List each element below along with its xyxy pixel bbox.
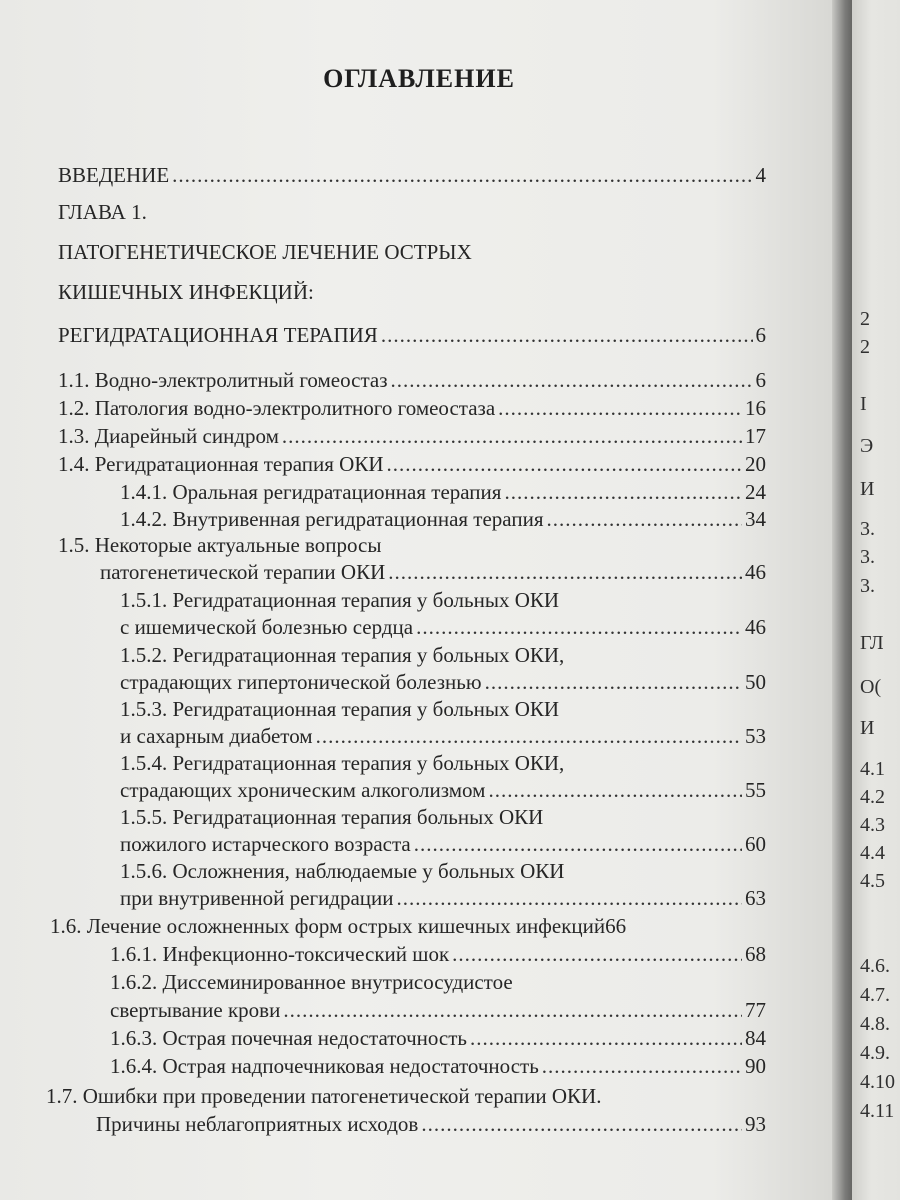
toc-entry-1-5-4-line-1: 1.5.4. Регидратационная терапия у больных ОКИ,: [120, 751, 565, 775]
toc-entry-1-6-2: [110, 998, 766, 1023]
toc-page-number: 77: [745, 998, 766, 1022]
dot-leader: [397, 886, 742, 911]
next-page-fragment: 4.11: [860, 1100, 895, 1122]
page-title: ОГЛАВЛЕНИЕ: [323, 64, 515, 93]
toc-entry-1-5-5-line-1: 1.5.5. Регидратационная терапия больных ОКИ: [120, 805, 544, 829]
toc-entry-1-5-4: [120, 778, 766, 803]
dot-leader: [416, 615, 742, 640]
next-page-fragment: 4.8.: [860, 1013, 890, 1035]
toc-entry-text: страдающих хроническим алкоголизмом: [120, 778, 486, 802]
toc-page-number: 63: [745, 886, 766, 910]
next-page-fragment: 4.9.: [860, 1042, 890, 1064]
toc-entry-text: Причины неблагоприятных исходов: [96, 1112, 419, 1136]
next-page-fragment: 2: [860, 336, 870, 358]
toc-entry-text: 1.6.3. Острая почечная недостаточность: [110, 1026, 468, 1050]
toc-page-number: 20: [745, 452, 766, 476]
toc-entry-text: свертывание крови: [110, 998, 281, 1022]
toc-entry-text: 1.6.4. Острая надпочечниковая недостаточность: [110, 1054, 539, 1078]
toc-entry-text: 1.1. Водно-электролитный гомеостаз: [58, 368, 388, 392]
dot-leader: [316, 724, 742, 749]
dot-leader: [470, 1026, 742, 1051]
toc-entry-1-6-4: [110, 1054, 766, 1079]
toc-entry-1-5-2: [120, 670, 766, 695]
toc-entry-text: 1.6.1. Инфекционно-токсический шок: [110, 942, 450, 966]
toc-entry-1-5-2-line-1: 1.5.2. Регидратационная терапия у больных ОКИ,: [120, 643, 565, 667]
toc-entry-1-1: [58, 368, 766, 393]
toc-entry-1-7-line-1: 1.7. Ошибки при проведении патогенетической терапии ОКИ.: [46, 1084, 602, 1108]
next-page-fragment: 4.4: [860, 842, 885, 864]
toc-entry-1-5-6-line-1: 1.5.6. Осложнения, наблюдаемые у больных ОКИ: [120, 859, 565, 883]
dot-leader: [414, 832, 742, 857]
toc-page-number: 24: [745, 480, 766, 504]
dot-leader: [421, 1112, 742, 1137]
dot-leader: [452, 942, 742, 967]
next-page-fragment: I: [860, 393, 867, 415]
toc-entry-1-5-6: [120, 886, 766, 911]
toc-entry-text: страдающих гипертонической болезнью: [120, 670, 482, 694]
toc-entry-1-5-5: [120, 832, 766, 857]
toc-page-number: 16: [745, 396, 766, 420]
toc-page-number: 66: [605, 914, 627, 938]
toc-entry-chapter-1: [58, 323, 766, 348]
dot-leader: [504, 480, 742, 505]
toc-entry-text: РЕГИДРАТАЦИОННАЯ ТЕРАПИЯ: [58, 323, 378, 347]
toc-page-number: 50: [745, 670, 766, 694]
toc-entry-text: пожилого истарческого возраста: [120, 832, 411, 856]
toc-page-number: 93: [745, 1112, 766, 1136]
toc-page-number: 4: [755, 163, 766, 187]
toc-entry-text: ВВЕДЕНИЕ: [58, 163, 170, 187]
dot-leader: [172, 163, 752, 188]
dot-leader: [498, 396, 742, 421]
next-page-fragment: 4.3: [860, 814, 885, 836]
next-page-fragment: 3.: [860, 546, 875, 568]
next-page-fragment: 4.6.: [860, 955, 890, 977]
toc-page-number: 55: [745, 778, 766, 802]
toc-page-number: 46: [745, 615, 766, 639]
toc-entry-text: 1.4. Регидратационная терапия ОКИ: [58, 452, 384, 476]
book-page-right-edge: [852, 0, 900, 1200]
toc-page-number: 6: [755, 368, 766, 392]
toc-entry-1-5-1: [120, 615, 766, 640]
toc-page-number: 68: [745, 942, 766, 966]
toc-page-number: 34: [745, 507, 766, 531]
next-page-fragment: О(: [860, 676, 882, 698]
toc-entry-1-4: [58, 452, 766, 477]
toc-entry-1-5-line-1: 1.5. Некоторые актуальные вопросы: [58, 533, 382, 557]
toc-page-number: 60: [745, 832, 766, 856]
dot-leader: [391, 368, 753, 393]
dot-leader: [387, 452, 743, 477]
toc-entry-text: 1.4.1. Оральная регидратационная терапия: [120, 480, 502, 504]
toc-entry-1-6-3: [110, 1026, 766, 1051]
toc-entry-1-4-2: [120, 507, 766, 532]
toc-entry-1-7: [96, 1112, 766, 1137]
toc-entry-intro: [58, 163, 766, 188]
dot-leader: [485, 670, 742, 695]
dot-leader: [488, 778, 742, 803]
next-page-fragment: 3.: [860, 575, 875, 597]
next-page-fragment: 4.7.: [860, 984, 890, 1006]
dot-leader: [388, 560, 742, 585]
toc-entry-1-5-3-line-1: 1.5.3. Регидратационная терапия у больных ОКИ: [120, 697, 560, 721]
next-page-fragment: 4.5: [860, 870, 885, 892]
chapter-title-line-2: КИШЕЧНЫХ ИНФЕКЦИЙ:: [58, 280, 314, 304]
chapter-label: ГЛАВА 1.: [58, 200, 147, 224]
next-page-fragment: 4.2: [860, 786, 885, 808]
next-page-fragment: ГЛ: [860, 632, 884, 654]
toc-entry-text: с ишемической болезнью сердца: [120, 615, 414, 639]
toc-page-number: 46: [745, 560, 766, 584]
next-page-fragment: 3.: [860, 518, 875, 540]
toc-entry-text: патогенетической терапии ОКИ: [100, 560, 386, 584]
dot-leader: [547, 507, 743, 532]
toc-entry-1-6-2-line-1: 1.6.2. Диссеминированное внутрисосудистое: [110, 970, 513, 994]
toc-page-number: 53: [745, 724, 766, 748]
next-page-fragment: И: [860, 717, 875, 739]
dot-leader: [381, 323, 753, 348]
toc-entry-1-5-1-line-1: 1.5.1. Регидратационная терапия у больных ОКИ: [120, 588, 560, 612]
toc-entry-1-2: [58, 396, 766, 421]
toc-entry-1-3: [58, 424, 766, 449]
toc-entry-1-5-3: [120, 724, 766, 749]
dot-leader: [282, 424, 742, 449]
toc-entry-1-6-1: [110, 942, 766, 967]
next-page-fragment: И: [860, 478, 875, 500]
toc-entry-text: при внутривенной регидрации: [120, 886, 394, 910]
chapter-title-line-1: ПАТОГЕНЕТИЧЕСКОЕ ЛЕЧЕНИЕ ОСТРЫХ: [58, 240, 472, 264]
toc-page-number: 6: [755, 323, 766, 347]
next-page-fragment: 4.1: [860, 758, 885, 780]
toc-entry-text: 1.3. Диарейный синдром: [58, 424, 279, 448]
next-page-fragment: 2: [860, 308, 870, 330]
toc-entry-1-5: [100, 560, 766, 585]
toc-entry-text: 1.6. Лечение осложненных форм острых кишечных инфекций: [50, 914, 606, 938]
toc-page-number: 90: [745, 1054, 766, 1078]
next-page-fragment: Э: [860, 435, 874, 457]
dot-leader: [542, 1054, 742, 1079]
toc-entry-text: и сахарным диабетом: [120, 724, 313, 748]
toc-entry-text: 1.4.2. Внутривенная регидратационная терапия: [120, 507, 544, 531]
toc-entry-1-6: [50, 914, 766, 939]
dot-leader: [283, 998, 742, 1023]
toc-entry-1-4-1: [120, 480, 766, 505]
next-page-fragment: 4.10: [860, 1071, 895, 1093]
toc-entry-text: 1.2. Патология водно-электролитного гомеостаза: [58, 396, 496, 420]
toc-page-number: 84: [745, 1026, 766, 1050]
toc-page-number: 17: [745, 424, 766, 448]
book-gutter: [832, 0, 854, 1200]
